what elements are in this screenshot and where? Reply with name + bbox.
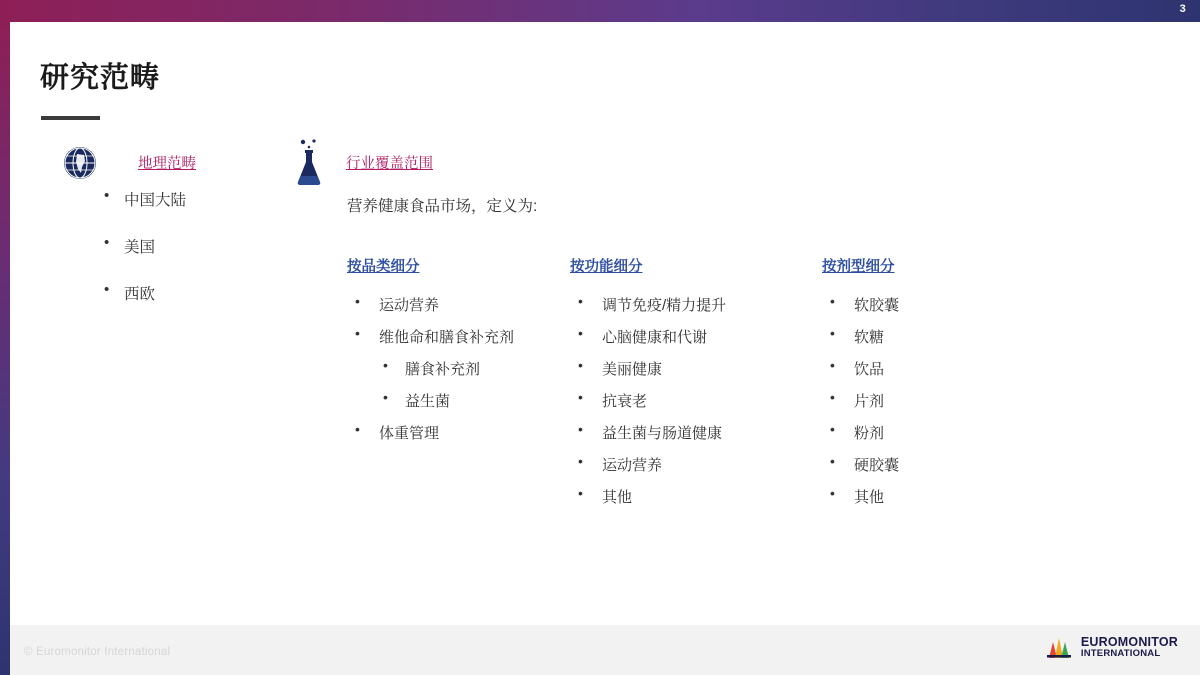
list-item: • 心脑健康和代谢 — [570, 326, 726, 347]
column-heading: 按剂型细分 — [822, 259, 895, 275]
logo-line-1: EUROMONITOR — [1080, 634, 1178, 649]
list-item: • 美丽健康 — [570, 358, 726, 379]
list-item: • 其他 — [570, 486, 726, 507]
list-item: • 片剂 — [822, 390, 899, 411]
logo-mark-icon — [1044, 636, 1074, 658]
column-heading: 按功能细分 — [570, 259, 643, 275]
list-item: • 维他命和膳食补充剂 — [347, 326, 514, 347]
title-underline-rule — [41, 116, 100, 120]
list-item: • 软胶囊 — [822, 294, 899, 315]
top-gradient-bar — [0, 0, 1200, 22]
page-number: 3 — [1179, 3, 1186, 15]
list-item: • 饮品 — [822, 358, 899, 379]
logo-line-2: INTERNATIONAL — [1080, 648, 1161, 660]
column-by-category — [347, 255, 514, 454]
list-item: • 粉剂 — [822, 422, 899, 443]
list-item: • 益生菌 — [347, 390, 514, 411]
list-item: • 体重管理 — [347, 422, 514, 443]
list-item: • 膳食补充剂 — [347, 358, 514, 379]
geography-list — [62, 188, 292, 329]
list-item: • 运动营养 — [347, 294, 514, 315]
list-item: • 美国 — [62, 235, 292, 257]
page-title: 研究范畴 — [40, 62, 161, 94]
column-by-format — [822, 255, 899, 518]
left-gradient-strip — [0, 22, 10, 675]
column-list — [347, 294, 514, 443]
column-by-function — [570, 255, 726, 518]
geography-heading: 地理范畴 — [138, 156, 196, 172]
bottom-strip — [10, 625, 1200, 675]
flask-icon — [290, 138, 328, 186]
list-item: • 调节免疫/精力提升 — [570, 294, 726, 315]
list-item: • 运动营养 — [570, 454, 726, 475]
list-item: • 软糖 — [822, 326, 899, 347]
copyright-footer: © Euromonitor International — [24, 646, 171, 658]
list-item: • 抗衰老 — [570, 390, 726, 411]
list-item: • 西欧 — [62, 282, 292, 304]
column-list — [822, 294, 899, 507]
list-item: • 中国大陆 — [62, 188, 292, 210]
list-item: • 益生菌与肠道健康 — [570, 422, 726, 443]
globe-icon — [62, 145, 98, 181]
industry-heading: 行业覆盖范围 — [346, 156, 433, 172]
logo-text — [1081, 636, 1178, 659]
column-heading: 按品类细分 — [347, 259, 420, 275]
list-item: • 硬胶囊 — [822, 454, 899, 475]
euromonitor-logo — [1044, 636, 1178, 659]
column-list — [570, 294, 726, 507]
list-item: • 其他 — [822, 486, 899, 507]
industry-subtitle: 营养健康食品市场，定义为: — [347, 198, 538, 215]
